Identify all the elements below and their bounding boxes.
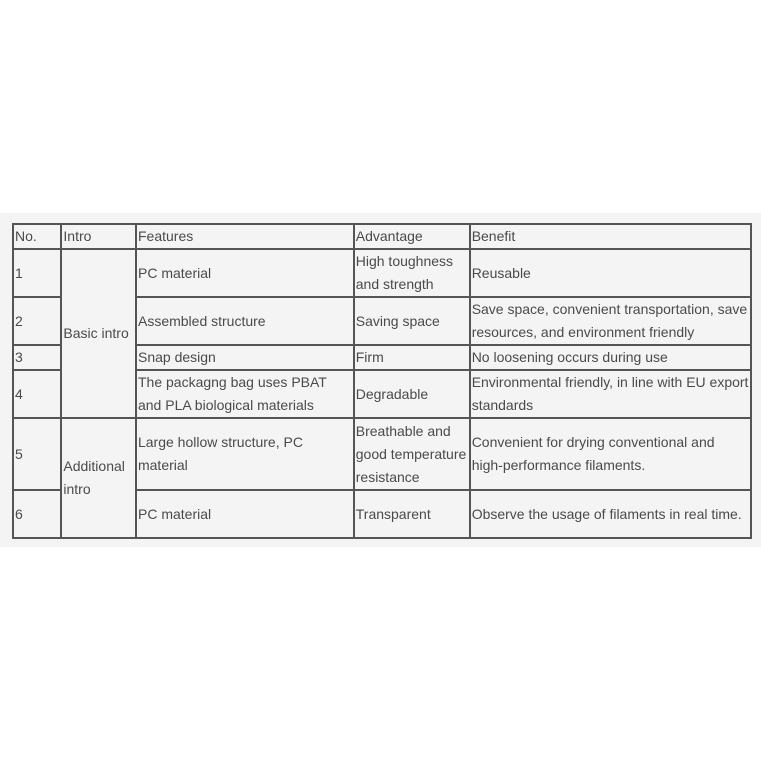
cell-no: 4: [13, 370, 61, 418]
header-no: No.: [13, 224, 61, 249]
cell-advantage: Saving space: [354, 297, 470, 345]
cell-benefit: No loosening occurs during use: [470, 345, 751, 370]
table-header-row: [13, 224, 751, 249]
cell-benefit: Save space, convenient transportation, save resources, and environment friendly: [470, 297, 751, 345]
cell-feature: PC material: [136, 490, 354, 538]
header-intro: Intro: [61, 224, 136, 249]
cell-benefit: Reusable: [470, 249, 751, 297]
header-features: Features: [136, 224, 354, 249]
cell-advantage: Firm: [354, 345, 470, 370]
product-spec-table: [12, 223, 752, 539]
cell-feature: The packagng bag uses PBAT and PLA biological materials: [136, 370, 354, 418]
cell-no: 3: [13, 345, 61, 370]
cell-benefit: Environmental friendly, in line with EU export standards: [470, 370, 751, 418]
cell-advantage: Degradable: [354, 370, 470, 418]
table-row: [13, 249, 751, 297]
cell-no: 6: [13, 490, 61, 538]
cell-advantage: Transparent: [354, 490, 470, 538]
header-advantage: Advantage: [354, 224, 470, 249]
cell-feature: Large hollow structure, PC material: [136, 418, 354, 490]
header-benefit: Benefit: [470, 224, 751, 249]
group-additional-intro: Additional intro: [61, 418, 136, 538]
cell-benefit: Convenient for drying conventional and high-performance filaments.: [470, 418, 751, 490]
cell-feature: Snap design: [136, 345, 354, 370]
cell-no: 2: [13, 297, 61, 345]
cell-feature: Assembled structure: [136, 297, 354, 345]
cell-benefit: Observe the usage of filaments in real time.: [470, 490, 751, 538]
group-basic-intro: Basic intro: [61, 249, 136, 418]
cell-advantage: Breathable and good temperature resistance: [354, 418, 470, 490]
cell-no: 1: [13, 249, 61, 297]
cell-no: 5: [13, 418, 61, 490]
cell-feature: PC material: [136, 249, 354, 297]
table-row: [13, 418, 751, 490]
cell-advantage: High toughness and strength: [354, 249, 470, 297]
